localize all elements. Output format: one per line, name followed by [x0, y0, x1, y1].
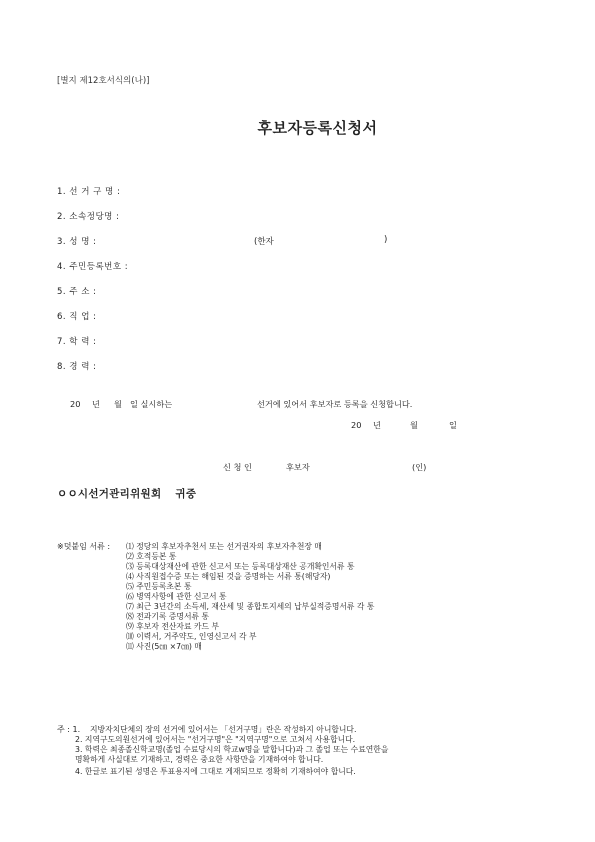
- field-education: 7. 학 력 :: [57, 337, 97, 347]
- statement-month-unit: 월: [114, 399, 122, 409]
- notes-heading: 주 : 1.: [57, 725, 81, 734]
- attachment-item: ⑴ 정당의 후보자추천서 또는 선거권자의 후보자추천장 매: [126, 542, 322, 551]
- note-item: 명확하게 사실대로 기재하고, 경력은 중요한 사항만을 기재하여야 합니다.: [75, 755, 324, 764]
- attachment-item: ⑷ 사직원접수증 또는 해임된 것을 증명하는 서류 통(해당자): [126, 572, 331, 581]
- attachment-item: ⑻ 전과기록 증명서류 통: [126, 612, 210, 621]
- attachment-item: ⑵ 호적등본 통: [126, 552, 177, 561]
- field-party-name: 2. 소속정당명 :: [57, 212, 120, 222]
- date-year: 20: [351, 420, 362, 430]
- date-day-unit: 일: [449, 420, 457, 430]
- note-item: 2. 지역구도의원선거에 있어서는 "선거구명"은 "지역구명"으로 고쳐서 사용합니다.: [75, 735, 356, 744]
- signer-label: 신 청 인: [223, 462, 252, 472]
- attachment-item: ⑾ 사진(5㎝ ×7㎝) 매: [126, 642, 202, 651]
- signer-seal: (인): [412, 462, 427, 472]
- attachment-item: ⑸ 주민등록초본 통: [126, 582, 192, 591]
- attachment-item: ⑶ 등록대상재산에 관한 신고서 또는 등록대상재산 공개확인서류 통: [126, 562, 355, 571]
- statement-day-text: 일 실시하는: [130, 399, 173, 409]
- field-name: 3. 성 명 :: [57, 237, 97, 247]
- signer-role: 후보자: [286, 462, 310, 472]
- attachment-item: ⑼ 후보자 전산자료 카드 부: [126, 622, 220, 631]
- field-occupation: 6. 직 업 :: [57, 312, 97, 322]
- field-name-hanja-close: ): [384, 235, 388, 245]
- statement-year-unit: 년: [92, 399, 100, 409]
- attachment-item: ⑽ 이력서, 거주약도, 인영신고서 각 부: [126, 632, 257, 641]
- field-district-name: 1. 선 거 구 명 :: [57, 187, 121, 197]
- date-month-unit: 월: [410, 420, 418, 430]
- recipient-org: ㅇㅇ시선거관리위원회: [57, 488, 162, 500]
- page-title: 후보자등록신청서: [257, 119, 378, 137]
- field-address: 5. 주 소 :: [57, 287, 97, 297]
- attachments-heading: ※덧붙임 서류 :: [57, 542, 111, 551]
- date-year-unit: 년: [373, 420, 381, 430]
- statement-year-prefix: 20: [70, 399, 81, 409]
- statement-rest: 선거에 있어서 후보자로 등록을 신청합니다.: [257, 399, 413, 409]
- field-resident-number: 4. 주민등록번호 :: [57, 262, 129, 272]
- recipient: [57, 486, 196, 501]
- note-item: 4. 한글로 표기된 성명은 투표용지에 그대로 게재되므로 정확히 기재하여야 합니다.: [75, 767, 356, 776]
- note-item: 지방자치단체의 장의 선거에 있어서는 「선거구명」란은 작성하지 아니합니다.: [90, 725, 357, 734]
- note-item: 3. 학력은 최종졸신학교명(졸업 수료당시의 학교w명을 말합니다)과 그 졸업 또는 수료연한을: [75, 745, 389, 754]
- recipient-suffix: 귀중: [175, 488, 197, 500]
- attachment-item: ⑹ 병역사항에 관한 신고서 통: [126, 592, 227, 601]
- field-career: 8. 경 력 :: [57, 362, 97, 372]
- form-id-label: [별지 제12호서식의(나)]: [57, 76, 150, 86]
- field-name-hanja-open: (한자: [254, 237, 274, 247]
- attachment-item: ⑺ 최근 3년간의 소득세, 재산세 및 종합토지세의 납부실적증명서류 각 통: [126, 602, 375, 611]
